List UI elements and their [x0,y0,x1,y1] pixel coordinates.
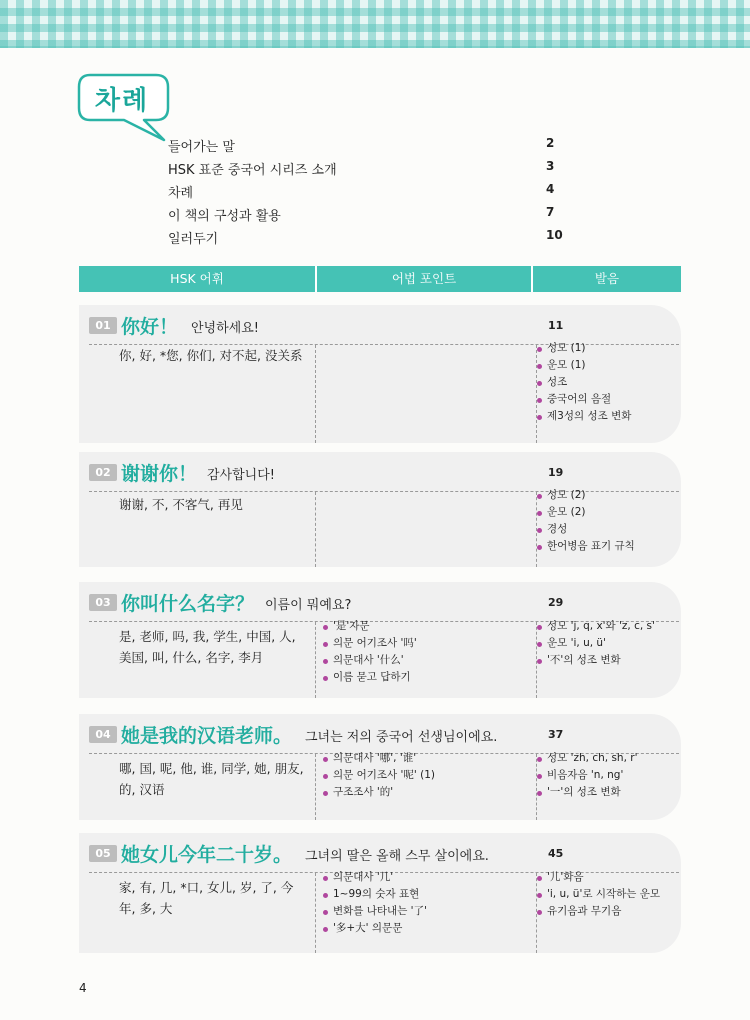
lesson-number-badge: 05 [89,845,117,862]
list-item: 한어병음 표기 규칙 [537,538,635,555]
intro-item[interactable] [168,157,568,180]
list-item: 성모 (1) [537,340,631,357]
list-item: 운모 (1) [537,357,631,374]
list-item: 1~99의 숫자 표현 [323,886,427,903]
intro-item-label: 차례 [168,186,194,201]
lesson-vocab: 谢谢, 不, 不客气, 再见 [119,497,243,512]
lesson-title: 你叫什么名字？ [121,593,255,615]
list-item: 의문 어기조사 '吗' [323,635,417,652]
lesson-title: 她女儿今年二十岁。 [121,844,293,866]
grammar-list [323,869,427,937]
lesson-row[interactable] [79,452,681,567]
list-item: 경성 [537,521,635,538]
lesson-subtitle: 그녀의 딸은 올해 스무 살이에요. [305,849,489,864]
list-item: '不'의 성조 변화 [537,652,655,669]
pronunciation-list [537,487,635,555]
header-grammar: 어법 포인트 [391,271,457,286]
table-header [79,266,681,292]
list-item: 변화를 나타내는 '了' [323,903,427,920]
lesson-row[interactable] [79,714,681,820]
intro-list [168,134,568,249]
list-item: 성모 (2) [537,487,635,504]
lesson-subtitle: 감사합니다! [207,468,276,483]
list-item: 의문대사 '什么' [323,652,417,669]
intro-item-label: HSK 표준 중국어 시리즈 소개 [168,163,337,178]
list-item: 이름 묻고 답하기 [323,669,417,686]
intro-item-page: 7 [546,205,555,219]
lesson-header [79,582,681,622]
lesson-title: 你好！ [121,316,179,338]
column-divider [315,754,316,820]
lesson-row[interactable] [79,305,681,443]
lesson-vocab: 哪, 国, 呢, 他, 谁, 同学, 她, 朋友, 的, 汉语 [119,761,304,797]
list-item: 성모 'j, q, x'와 'z, c, s' [537,618,655,635]
list-item: 의문대사 '几' [323,869,427,886]
lesson-subtitle: 그녀는 저의 중국어 선생님이에요. [305,730,498,745]
list-item: '儿'화음 [537,869,660,886]
list-item: 중국어의 음절 [537,391,631,408]
intro-item[interactable] [168,203,568,226]
lesson-page: 19 [548,466,564,479]
lesson-page: 29 [548,596,564,609]
intro-item[interactable] [168,226,568,249]
page-number: 4 [79,981,87,995]
intro-item[interactable] [168,134,568,157]
lesson-title: 她是我的汉语老师。 [121,725,293,747]
lesson-number-badge: 01 [89,317,117,334]
list-item: 'i, u, ü'로 시작하는 운모 [537,886,660,903]
column-divider [315,622,316,698]
lesson-header [79,452,681,492]
intro-item-page: 2 [546,136,555,150]
toc-title: 차례 [94,86,150,116]
intro-item-page: 4 [546,182,555,196]
gingham-header-band [0,0,750,48]
list-item: 의문대사 '哪', '谁' [323,750,435,767]
pronunciation-list [537,618,655,669]
list-item: 유기음과 무기음 [537,903,660,920]
column-divider [315,492,316,567]
lesson-vocab: 家, 有, 几, *口, 女儿, 岁, 了, 今年, 多, 大 [119,880,294,916]
lesson-subtitle: 안녕하세요! [191,321,260,336]
intro-item-label: 들어가는 말 [168,140,235,155]
list-item: '多+大' 의문문 [323,920,427,937]
lesson-page: 45 [548,847,564,860]
column-divider [315,345,316,443]
grammar-list [323,750,435,801]
column-divider [315,873,316,953]
lesson-header [79,714,681,754]
lesson-number-badge: 03 [89,594,117,611]
lesson-vocab: 是, 老师, 吗, 我, 学生, 中国, 人, 美国, 叫, 什么, 名字, 李月 [119,629,296,665]
intro-item-label: 일러두기 [168,232,219,247]
list-item: '一'의 성조 변화 [537,784,637,801]
list-item: 비음자음 'n, ng' [537,767,637,784]
list-item: 운모 'i, u, ü' [537,635,655,652]
intro-item-page: 3 [546,159,555,173]
lesson-header [79,305,681,345]
list-item: 구조조사 '的' [323,784,435,801]
pronunciation-list [537,340,631,425]
header-pronunciation: 발음 [594,271,620,286]
lesson-subtitle: 이름이 뭐예요? [265,598,352,613]
lesson-page: 37 [548,728,564,741]
lesson-row[interactable] [79,582,681,698]
lesson-row[interactable] [79,833,681,953]
list-item: 의문 어기조사 '呢' (1) [323,767,435,784]
list-item: 제3성의 성조 변화 [537,408,631,425]
pronunciation-list [537,869,660,920]
intro-item-page: 10 [546,228,563,242]
lesson-page: 11 [548,319,564,332]
grammar-list [323,618,417,686]
lesson-header [79,833,681,873]
list-item: 성모 'zh, ch, sh, r' [537,750,637,767]
list-item: 성조 [537,374,631,391]
list-item: 운모 (2) [537,504,635,521]
lesson-number-badge: 04 [89,726,117,743]
header-vocab: HSK 어휘 [170,271,224,286]
list-item: '是'자문 [323,618,417,635]
intro-item-label: 이 책의 구성과 활용 [168,209,281,224]
intro-item[interactable] [168,180,568,203]
lesson-title: 谢谢你！ [121,463,198,485]
toc-title-bubble [76,72,172,152]
pronunciation-list [537,750,637,801]
lesson-number-badge: 02 [89,464,117,481]
lesson-vocab: 你, 好, *您, 你们, 对不起, 没关系 [119,348,303,363]
